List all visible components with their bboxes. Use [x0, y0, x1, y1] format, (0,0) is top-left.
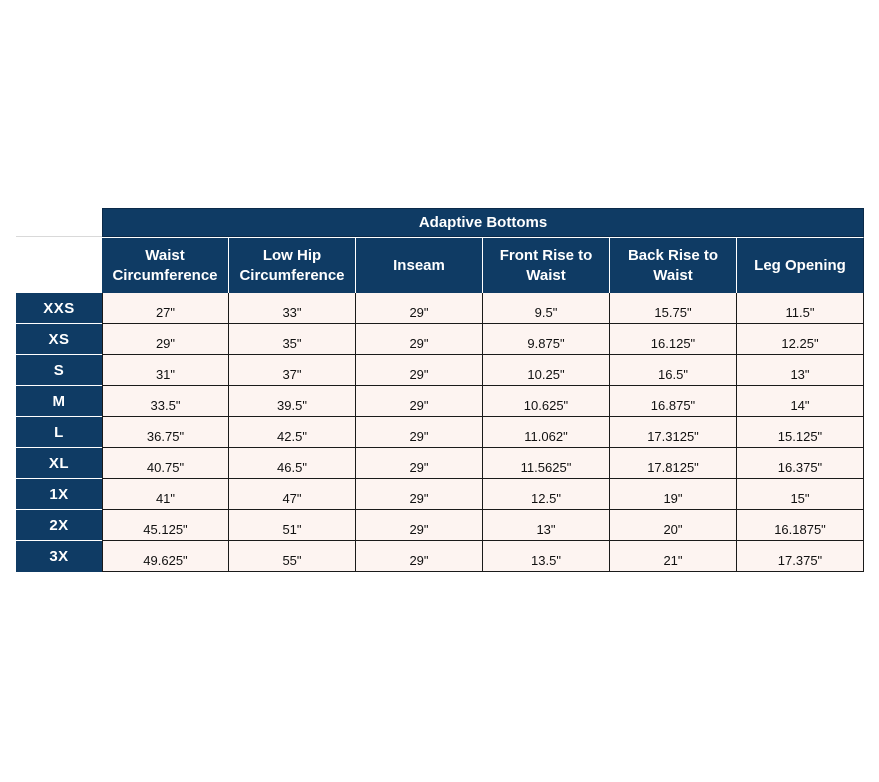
- measurement-cell: 33.5": [102, 386, 229, 417]
- measurement-cell: 41": [102, 479, 229, 510]
- size-label: M: [16, 386, 102, 417]
- measurement-cell: 27": [102, 293, 229, 324]
- measurement-cell: 29": [356, 448, 483, 479]
- measurement-cell: 47": [229, 479, 356, 510]
- column-header: Leg Opening: [737, 237, 864, 293]
- measurement-cell: 16.875": [610, 386, 737, 417]
- size-label: 1X: [16, 479, 102, 510]
- column-header: Back Rise to Waist: [610, 237, 737, 293]
- measurement-cell: 10.25": [483, 355, 610, 386]
- table-title: Adaptive Bottoms: [102, 208, 864, 237]
- table-row: [16, 479, 864, 510]
- measurement-cell: 12.5": [483, 479, 610, 510]
- measurement-cell: 11.062": [483, 417, 610, 448]
- table-title-row: [16, 208, 864, 237]
- measurement-cell: 21": [610, 541, 737, 572]
- measurement-cell: 10.625": [483, 386, 610, 417]
- table-row: [16, 417, 864, 448]
- measurement-cell: 39.5": [229, 386, 356, 417]
- size-label: 2X: [16, 510, 102, 541]
- measurement-cell: 17.375": [737, 541, 864, 572]
- measurement-cell: 33": [229, 293, 356, 324]
- column-header: Waist Circumference: [102, 237, 229, 293]
- measurement-cell: 45.125": [102, 510, 229, 541]
- measurement-cell: 16.1875": [737, 510, 864, 541]
- measurement-cell: 16.375": [737, 448, 864, 479]
- measurement-cell: 42.5": [229, 417, 356, 448]
- measurement-cell: 15": [737, 479, 864, 510]
- table-row: [16, 293, 864, 324]
- measurement-cell: 17.8125": [610, 448, 737, 479]
- table-row: [16, 448, 864, 479]
- measurement-cell: 29": [356, 293, 483, 324]
- measurement-cell: 46.5": [229, 448, 356, 479]
- measurement-cell: 29": [356, 510, 483, 541]
- measurement-cell: 11.5": [737, 293, 864, 324]
- measurement-cell: 13.5": [483, 541, 610, 572]
- measurement-cell: 37": [229, 355, 356, 386]
- measurement-cell: 12.25": [737, 324, 864, 355]
- measurement-cell: 13": [483, 510, 610, 541]
- blank-corner-cell: [16, 208, 102, 237]
- measurement-cell: 9.875": [483, 324, 610, 355]
- measurement-cell: 29": [356, 417, 483, 448]
- measurement-cell: 40.75": [102, 448, 229, 479]
- measurement-cell: 35": [229, 324, 356, 355]
- measurement-cell: 29": [102, 324, 229, 355]
- measurement-cell: 16.5": [610, 355, 737, 386]
- size-label: XL: [16, 448, 102, 479]
- measurement-cell: 19": [610, 479, 737, 510]
- column-header: Inseam: [356, 237, 483, 293]
- column-header: Low Hip Circumference: [229, 237, 356, 293]
- measurement-cell: 13": [737, 355, 864, 386]
- header-blank-cell: [16, 237, 102, 293]
- measurement-cell: 55": [229, 541, 356, 572]
- measurement-cell: 36.75": [102, 417, 229, 448]
- size-chart-table: [16, 208, 864, 572]
- size-label: XXS: [16, 293, 102, 324]
- measurement-cell: 29": [356, 355, 483, 386]
- measurement-cell: 29": [356, 479, 483, 510]
- size-label: 3X: [16, 541, 102, 572]
- measurement-cell: 11.5625": [483, 448, 610, 479]
- column-header-row: [16, 237, 864, 293]
- measurement-cell: 31": [102, 355, 229, 386]
- size-label: S: [16, 355, 102, 386]
- table-row: [16, 386, 864, 417]
- size-label: L: [16, 417, 102, 448]
- table-body: [16, 293, 864, 572]
- table-row: [16, 541, 864, 572]
- measurement-cell: 51": [229, 510, 356, 541]
- measurement-cell: 29": [356, 324, 483, 355]
- measurement-cell: 20": [610, 510, 737, 541]
- measurement-cell: 17.3125": [610, 417, 737, 448]
- measurement-cell: 49.625": [102, 541, 229, 572]
- table-row: [16, 324, 864, 355]
- column-header: Front Rise to Waist: [483, 237, 610, 293]
- measurement-cell: 29": [356, 386, 483, 417]
- measurement-cell: 15.125": [737, 417, 864, 448]
- measurement-cell: 15.75": [610, 293, 737, 324]
- table-row: [16, 510, 864, 541]
- measurement-cell: 9.5": [483, 293, 610, 324]
- measurement-cell: 16.125": [610, 324, 737, 355]
- table-row: [16, 355, 864, 386]
- column-headers: [102, 237, 864, 293]
- measurement-cell: 14": [737, 386, 864, 417]
- size-label: XS: [16, 324, 102, 355]
- measurement-cell: 29": [356, 541, 483, 572]
